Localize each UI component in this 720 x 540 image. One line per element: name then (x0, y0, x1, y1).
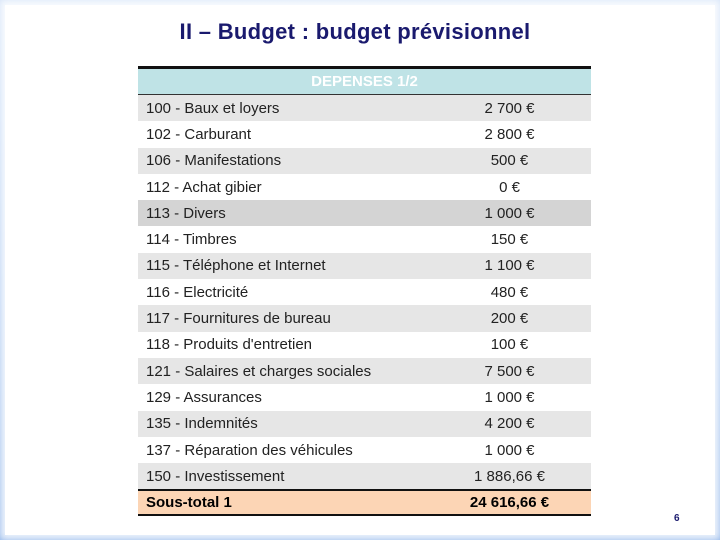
row-label: 116 - Electricité (146, 283, 249, 301)
row-amount: 500 € (490, 152, 529, 170)
table-row (138, 200, 591, 226)
table-row (138, 279, 591, 305)
row-amount: 150 € (490, 231, 529, 249)
row-label: 137 - Réparation des véhicules (146, 441, 353, 459)
table-row (138, 148, 591, 174)
table-row (138, 332, 591, 358)
row-amount: 2 700 € (484, 99, 535, 117)
table-body (138, 95, 591, 489)
row-amount: 1 000 € (484, 388, 535, 406)
row-label: 129 - Assurances (146, 388, 262, 406)
row-amount: 2 800 € (484, 125, 535, 143)
row-amount: 480 € (490, 283, 529, 301)
row-amount: 7 500 € (484, 362, 535, 380)
row-label: 100 - Baux et loyers (146, 99, 280, 117)
table-row (138, 463, 591, 489)
table-row (138, 226, 591, 252)
row-amount: 1 000 € (484, 204, 535, 222)
row-label: 150 - Investissement (146, 467, 285, 485)
row-amount: 1 886,66 € (474, 467, 545, 485)
page-number: 6 (674, 513, 680, 524)
row-amount: 100 € (490, 336, 529, 354)
row-label: 121 - Salaires et charges sociales (146, 362, 372, 380)
row-amount: 200 € (490, 310, 529, 328)
table-row (138, 384, 591, 410)
table-row (138, 95, 591, 121)
row-label: 113 - Divers (146, 204, 226, 222)
table-row (138, 253, 591, 279)
row-amount: 4 200 € (484, 415, 535, 433)
table-row (138, 174, 591, 200)
row-label: 102 - Carburant (146, 125, 252, 143)
row-label: 115 - Téléphone et Internet (146, 257, 326, 275)
table-row (138, 437, 591, 463)
table-header: DEPENSES 1/2 (138, 66, 591, 95)
row-amount: 1 000 € (484, 441, 535, 459)
total-amount: 24 616,66 € (469, 494, 550, 512)
row-label: 106 - Manifestations (146, 152, 282, 170)
table-row (138, 411, 591, 437)
row-label: 135 - Indemnités (146, 415, 258, 433)
row-label: 114 - Timbres (146, 231, 237, 249)
budget-table (138, 66, 591, 516)
total-row (138, 489, 591, 516)
row-label: 112 - Achat gibier (146, 178, 262, 196)
total-label: Sous-total 1 (146, 494, 232, 512)
table-row (138, 121, 591, 147)
row-label: 117 - Fournitures de bureau (146, 310, 331, 328)
row-amount: 1 100 € (484, 257, 535, 275)
row-amount: 0 € (499, 178, 520, 196)
table-row (138, 305, 591, 331)
slide-frame (5, 5, 715, 535)
row-label: 118 - Produits d'entretien (146, 336, 313, 354)
table-row (138, 358, 591, 384)
slide-title: II – Budget : budget prévisionnel (179, 19, 531, 44)
